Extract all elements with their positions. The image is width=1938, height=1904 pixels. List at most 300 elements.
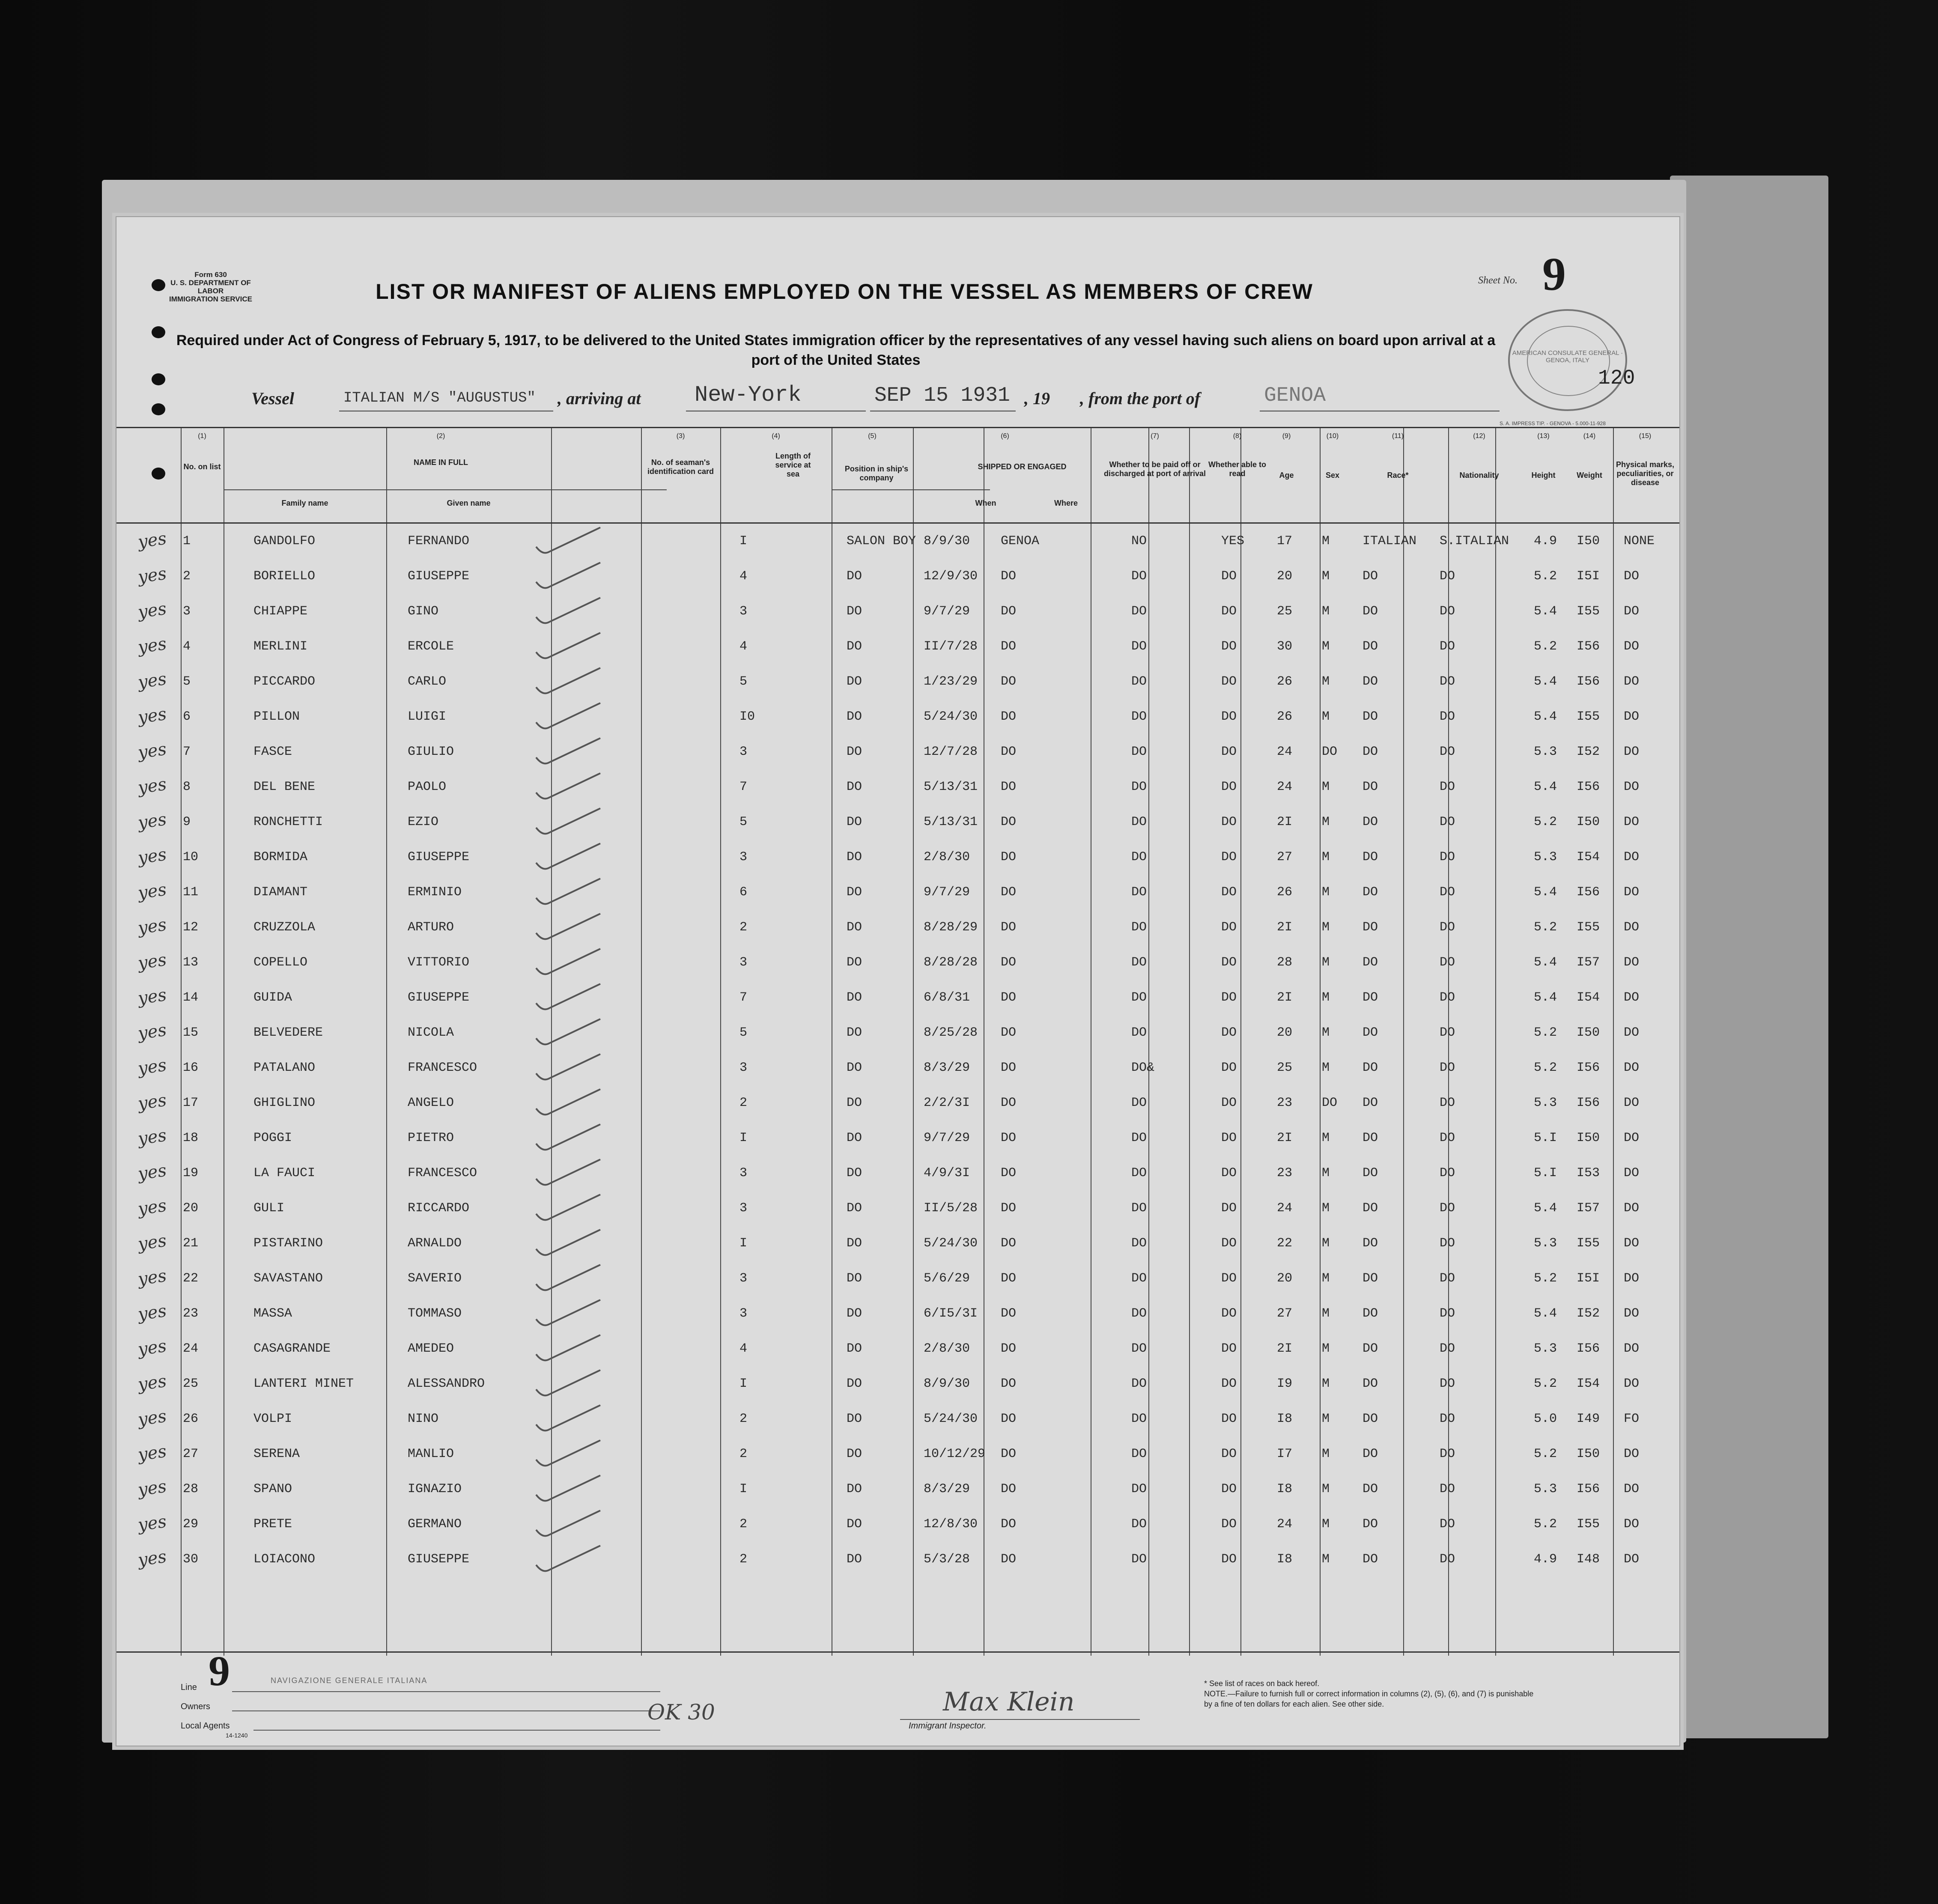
physical-marks: DO — [1624, 1306, 1640, 1321]
given-name: SAVERIO — [408, 1271, 462, 1286]
handwritten-yes: yes — [137, 1195, 168, 1219]
race: DO — [1363, 1236, 1378, 1251]
shipped-when: 8/28/29 — [924, 920, 978, 935]
shipped-when: 4/9/3I — [924, 1166, 970, 1180]
shipped-where: DO — [1001, 1131, 1017, 1145]
check-mark-icon — [532, 1263, 605, 1297]
given-name: GIUSEPPE — [408, 569, 470, 584]
row-number: 1 — [183, 534, 191, 548]
given-name: GIUSEPPE — [408, 1552, 470, 1567]
handwritten-yes: yes — [137, 704, 168, 728]
race: DO — [1363, 709, 1378, 724]
handwritten-yes: yes — [137, 669, 168, 693]
row-number: 16 — [183, 1061, 199, 1075]
given-name: TOMMASO — [408, 1306, 462, 1321]
penalty-note: NOTE.—Failure to furnish full or correct information in columns (2), (5), (6), and (7) is punishable by a fine of ten dollars for each alien. See other side. — [1204, 1689, 1534, 1708]
weight: I55 — [1577, 1236, 1600, 1251]
shipped-where: DO — [1001, 1166, 1017, 1180]
row-number: 26 — [183, 1412, 199, 1426]
height: 5.4 — [1534, 780, 1557, 794]
shipped-where: DO — [1001, 1482, 1017, 1496]
able-to-read: DO — [1221, 1061, 1237, 1075]
length-of-service: 2 — [739, 1552, 748, 1567]
race: ITALIAN — [1363, 534, 1417, 548]
year-label: , 19 — [1024, 389, 1050, 408]
height: 5.2 — [1534, 920, 1557, 935]
line-number: 9 — [209, 1647, 230, 1695]
handwritten-yes: yes — [137, 634, 168, 658]
row-number: 6 — [183, 709, 191, 724]
row-number: 13 — [183, 955, 199, 970]
given-name: IGNAZIO — [408, 1482, 462, 1496]
shipped-when: 2/8/30 — [924, 1341, 970, 1356]
table-row — [116, 912, 1679, 947]
row-number: 7 — [183, 745, 191, 759]
height: 5.2 — [1534, 1517, 1557, 1532]
nationality: DO — [1440, 639, 1455, 654]
able-to-read: DO — [1221, 674, 1237, 689]
paid-off: DO — [1131, 815, 1147, 829]
age: 27 — [1277, 850, 1293, 864]
col-num: (9) — [1282, 432, 1291, 440]
height: 5.2 — [1534, 639, 1557, 654]
race: DO — [1363, 815, 1378, 829]
race: DO — [1363, 1552, 1378, 1567]
table-row — [116, 1228, 1679, 1263]
nationality: DO — [1440, 780, 1455, 794]
height: 5.4 — [1534, 955, 1557, 970]
col-header-race: Race* — [1387, 471, 1409, 480]
handwritten-yes: yes — [137, 1301, 168, 1325]
shipped-where: DO — [1001, 709, 1017, 724]
subtitle-line-2: port of the United States — [751, 352, 921, 368]
position: DO — [847, 1096, 862, 1110]
position: DO — [847, 955, 862, 970]
table-row — [116, 806, 1679, 841]
table-row — [116, 1192, 1679, 1228]
physical-marks: NONE — [1624, 534, 1655, 548]
height: 5.3 — [1534, 1096, 1557, 1110]
height: 5.2 — [1534, 1061, 1557, 1075]
paid-off: DO — [1131, 955, 1147, 970]
shipped-when: 10/12/29 — [924, 1447, 986, 1461]
race: DO — [1363, 1025, 1378, 1040]
length-of-service: I — [739, 1377, 748, 1391]
signature-line — [900, 1719, 1140, 1720]
nationality: DO — [1440, 745, 1455, 759]
vessel-info-line — [116, 384, 1679, 418]
family-name: VOLPI — [253, 1412, 292, 1426]
height: 5.2 — [1534, 815, 1557, 829]
sex: M — [1322, 850, 1330, 864]
able-to-read: DO — [1221, 1025, 1237, 1040]
nationality: DO — [1440, 955, 1455, 970]
shipped-where: DO — [1001, 1412, 1017, 1426]
row-number: 11 — [183, 885, 199, 900]
height: 5.2 — [1534, 1271, 1557, 1286]
check-mark-icon — [532, 1438, 605, 1472]
row-number: 23 — [183, 1306, 199, 1321]
shipped-when: 12/8/30 — [924, 1517, 978, 1532]
position: DO — [847, 1412, 862, 1426]
paid-off: DO — [1131, 850, 1147, 864]
col-num: (11) — [1392, 432, 1404, 440]
family-name: SPANO — [253, 1482, 292, 1496]
shipped-when: 2/2/3I — [924, 1096, 970, 1110]
length-of-service: 7 — [739, 780, 748, 794]
able-to-read: DO — [1221, 1306, 1237, 1321]
sex: M — [1322, 1166, 1330, 1180]
nationality: DO — [1440, 920, 1455, 935]
position: DO — [847, 815, 862, 829]
row-number: 4 — [183, 639, 191, 654]
able-to-read: DO — [1221, 1166, 1237, 1180]
given-name: AMEDEO — [408, 1341, 454, 1356]
given-name: PAOLO — [408, 780, 447, 794]
printer-note: S. A. IMPRESS TIP. - GENOVA - 5.000-11-928 — [1500, 420, 1606, 426]
footer-underline — [232, 1710, 660, 1711]
handwritten-yes: yes — [137, 1266, 168, 1290]
shipped-where: DO — [1001, 1517, 1017, 1532]
family-name: FASCE — [253, 745, 292, 759]
shipped-where: DO — [1001, 1447, 1017, 1461]
given-name: FERNANDO — [408, 534, 470, 548]
underlying-page-stack — [1670, 176, 1828, 1738]
col-num: (2) — [436, 432, 445, 440]
footer-underline — [253, 1730, 660, 1731]
check-mark-icon — [532, 1228, 605, 1262]
nationality: DO — [1440, 674, 1455, 689]
table-row — [116, 1087, 1679, 1122]
handwritten-yes: yes — [137, 844, 168, 868]
able-to-read: DO — [1221, 885, 1237, 900]
physical-marks: DO — [1624, 1447, 1640, 1461]
given-name: ERMINIO — [408, 885, 462, 900]
race: DO — [1363, 1482, 1378, 1496]
table-row — [116, 1263, 1679, 1298]
nationality: DO — [1440, 850, 1455, 864]
age: 22 — [1277, 1236, 1293, 1251]
position: DO — [847, 1271, 862, 1286]
table-row — [116, 1473, 1679, 1508]
height: 5.4 — [1534, 1201, 1557, 1216]
paid-off: DO — [1131, 1131, 1147, 1145]
length-of-service: 3 — [739, 1166, 748, 1180]
race: DO — [1363, 1517, 1378, 1532]
weight: I55 — [1577, 709, 1600, 724]
handwritten-yes: yes — [137, 1020, 168, 1044]
race: DO — [1363, 1131, 1378, 1145]
length-of-service: 4 — [739, 569, 748, 584]
shipped-where: DO — [1001, 990, 1017, 1005]
age: 28 — [1277, 955, 1293, 970]
sex: M — [1322, 1341, 1330, 1356]
table-row — [116, 1508, 1679, 1543]
table-row — [116, 771, 1679, 806]
handwritten-yes: yes — [137, 1055, 168, 1079]
shipped-when: 5/13/31 — [924, 780, 978, 794]
page-title: LIST OR MANIFEST OF ALIENS EMPLOYED ON THE VESSEL AS MEMBERS OF CREW — [376, 280, 1313, 304]
weight: I56 — [1577, 1061, 1600, 1075]
shipped-where: DO — [1001, 1025, 1017, 1040]
given-name: MANLIO — [408, 1447, 454, 1461]
handwritten-yes: yes — [137, 985, 168, 1009]
given-name: GIUSEPPE — [408, 850, 470, 864]
shipped-where: DO — [1001, 1341, 1017, 1356]
family-name: CASAGRANDE — [253, 1341, 331, 1356]
race: DO — [1363, 990, 1378, 1005]
age: 25 — [1277, 604, 1293, 619]
physical-marks: DO — [1624, 990, 1640, 1005]
height: 4.9 — [1534, 534, 1557, 548]
able-to-read: DO — [1221, 1096, 1237, 1110]
sex: M — [1322, 1201, 1330, 1216]
shipped-when: 8/9/30 — [924, 1377, 970, 1391]
col-num: (4) — [772, 432, 780, 440]
sex: M — [1322, 674, 1330, 689]
physical-marks: DO — [1624, 569, 1640, 584]
given-name: EZIO — [408, 815, 439, 829]
col-header-age: Age — [1279, 471, 1294, 480]
paid-off: DO — [1131, 1377, 1147, 1391]
able-to-read: DO — [1221, 1412, 1237, 1426]
table-row — [116, 841, 1679, 876]
race: DO — [1363, 885, 1378, 900]
family-name: BORMIDA — [253, 850, 308, 864]
length-of-service: I0 — [739, 709, 755, 724]
col-header-marks: Physical marks, peculiarities, or disease — [1616, 460, 1675, 487]
nationality: DO — [1440, 1341, 1455, 1356]
arriving-label: , arriving at — [558, 389, 641, 408]
height: 5.I — [1534, 1131, 1557, 1145]
height: 5.3 — [1534, 850, 1557, 864]
weight: I52 — [1577, 745, 1600, 759]
age: 24 — [1277, 745, 1293, 759]
age: 26 — [1277, 674, 1293, 689]
race: DO — [1363, 1377, 1378, 1391]
subtitle-line-1: Required under Act of Congress of February 5, 1917, to be delivered to the United States immigration officer by the representatives of any vessel having such aliens on board upon arrival at a — [176, 332, 1496, 349]
length-of-service: I — [739, 534, 748, 548]
race: DO — [1363, 955, 1378, 970]
weight: I56 — [1577, 1096, 1600, 1110]
race: DO — [1363, 639, 1378, 654]
shipped-where: DO — [1001, 1236, 1017, 1251]
physical-marks: DO — [1624, 955, 1640, 970]
position: DO — [847, 1517, 862, 1532]
length-of-service: 6 — [739, 885, 748, 900]
able-to-read: DO — [1221, 920, 1237, 935]
physical-marks: DO — [1624, 1482, 1640, 1496]
able-to-read: DO — [1221, 1552, 1237, 1567]
row-number: 9 — [183, 815, 191, 829]
col-header-height: Height — [1531, 471, 1556, 480]
check-mark-icon — [532, 525, 605, 560]
given-name: FRANCESCO — [408, 1166, 477, 1180]
weight: I50 — [1577, 1025, 1600, 1040]
col-num: (7) — [1151, 432, 1159, 440]
family-name: SAVASTANO — [253, 1271, 323, 1286]
able-to-read: DO — [1221, 604, 1237, 619]
height: 5.4 — [1534, 674, 1557, 689]
position: DO — [847, 1306, 862, 1321]
paid-off: DO — [1131, 1482, 1147, 1496]
table-row — [116, 1368, 1679, 1403]
weight: I53 — [1577, 1166, 1600, 1180]
weight: I57 — [1577, 1201, 1600, 1216]
shipped-where: DO — [1001, 1552, 1017, 1567]
age: 2I — [1277, 920, 1293, 935]
col-header-sex: Sex — [1325, 471, 1340, 480]
handwritten-yes: yes — [137, 915, 168, 939]
check-mark-icon — [532, 1017, 605, 1051]
col-header-when: When — [975, 499, 996, 507]
handwritten-yes: yes — [137, 1546, 168, 1570]
able-to-read: DO — [1221, 639, 1237, 654]
able-to-read: DO — [1221, 569, 1237, 584]
paid-off: DO — [1131, 745, 1147, 759]
height: 5.0 — [1534, 1412, 1557, 1426]
race: DO — [1363, 1447, 1378, 1461]
col-header-position: Position in ship's company — [844, 465, 909, 482]
col-header-nationality: Nationality — [1459, 471, 1499, 480]
shipped-when: 9/7/29 — [924, 1131, 970, 1145]
family-name: LOIACONO — [253, 1552, 316, 1567]
height: 5.3 — [1534, 1341, 1557, 1356]
height: 5.3 — [1534, 745, 1557, 759]
from-port: GENOA — [1264, 384, 1326, 407]
handwritten-yes: yes — [137, 1231, 168, 1254]
length-of-service: 5 — [739, 674, 748, 689]
header-subline — [224, 489, 667, 490]
length-of-service: I — [739, 1131, 748, 1145]
race: DO — [1363, 1412, 1378, 1426]
given-name: PIETRO — [408, 1131, 454, 1145]
footer-notes — [1204, 1678, 1538, 1709]
able-to-read: DO — [1221, 709, 1237, 724]
shipped-when: 12/9/30 — [924, 569, 978, 584]
family-name: BORIELLO — [253, 569, 316, 584]
col-header-name: NAME IN FULL — [414, 458, 468, 467]
given-name: LUIGI — [408, 709, 447, 724]
department-name: U. S. DEPARTMENT OF LABOR — [170, 279, 251, 295]
sex: M — [1322, 1025, 1330, 1040]
shipped-when: 8/9/30 — [924, 534, 970, 548]
physical-marks: DO — [1624, 885, 1640, 900]
physical-marks: DO — [1624, 1341, 1640, 1356]
shipped-when: 5/13/31 — [924, 815, 978, 829]
paid-off: DO — [1131, 1447, 1147, 1461]
height: 5.4 — [1534, 990, 1557, 1005]
sex: M — [1322, 1271, 1330, 1286]
weight: I56 — [1577, 639, 1600, 654]
nationality: DO — [1440, 569, 1455, 584]
physical-marks: FO — [1624, 1412, 1640, 1426]
check-mark-icon — [532, 631, 605, 665]
able-to-read: DO — [1221, 1236, 1237, 1251]
nationality: DO — [1440, 1166, 1455, 1180]
stamp-number: 120 — [1598, 367, 1635, 390]
weight: I55 — [1577, 920, 1600, 935]
paid-off: DO& — [1131, 1061, 1155, 1075]
col-header-shipped: SHIPPED OR ENGAGED — [978, 462, 1067, 471]
col-header-card: No. of seaman's identification card — [647, 458, 714, 476]
row-number: 3 — [183, 604, 191, 619]
race: DO — [1363, 1096, 1378, 1110]
shipped-when: 5/3/28 — [924, 1552, 970, 1567]
able-to-read: DO — [1221, 780, 1237, 794]
paid-off: DO — [1131, 1096, 1147, 1110]
nationality: S.ITALIAN — [1440, 534, 1509, 548]
col-header-service: Length of service at sea — [775, 452, 811, 478]
row-number: 8 — [183, 780, 191, 794]
paid-off: DO — [1131, 990, 1147, 1005]
line-label: Line — [181, 1683, 197, 1692]
handwritten-yes: yes — [137, 1336, 168, 1360]
physical-marks: DO — [1624, 604, 1640, 619]
given-name: GERMANO — [408, 1517, 462, 1532]
weight: I50 — [1577, 534, 1600, 548]
able-to-read: DO — [1221, 1131, 1237, 1145]
handwritten-yes: yes — [137, 1441, 168, 1465]
race: DO — [1363, 780, 1378, 794]
weight: I56 — [1577, 674, 1600, 689]
sex: DO — [1322, 745, 1338, 759]
paid-off: DO — [1131, 1552, 1147, 1567]
shipped-when: 6/8/31 — [924, 990, 970, 1005]
manifest-sheet — [116, 216, 1680, 1746]
row-number: 14 — [183, 990, 199, 1005]
handwritten-yes: yes — [137, 563, 168, 587]
col-num: (10) — [1326, 432, 1339, 440]
col-header-no: No. on list — [183, 462, 221, 471]
row-number: 5 — [183, 674, 191, 689]
age: 20 — [1277, 569, 1293, 584]
shipped-when: 12/7/28 — [924, 745, 978, 759]
nationality: DO — [1440, 1236, 1455, 1251]
seal-text: AMERICAN CONSULATE GENERAL · GENOA, ITALY — [1512, 349, 1623, 364]
shipped-when: 8/3/29 — [924, 1482, 970, 1496]
local-agents-label: Local Agents — [181, 1721, 230, 1731]
arriving-port: New-York — [695, 382, 802, 408]
length-of-service: I — [739, 1482, 748, 1496]
weight: I54 — [1577, 1377, 1600, 1391]
inspector-label: Immigrant Inspector. — [909, 1721, 987, 1731]
check-mark-icon — [532, 912, 605, 946]
physical-marks: DO — [1624, 850, 1640, 864]
position: DO — [847, 709, 862, 724]
height: 5.4 — [1534, 885, 1557, 900]
age: 26 — [1277, 709, 1293, 724]
physical-marks: DO — [1624, 780, 1640, 794]
col-header-weight: Weight — [1577, 471, 1602, 480]
length-of-service: 5 — [739, 815, 748, 829]
sex: M — [1322, 1306, 1330, 1321]
sex: M — [1322, 1447, 1330, 1461]
nationality: DO — [1440, 1482, 1455, 1496]
age: 2I — [1277, 1341, 1293, 1356]
position: DO — [847, 639, 862, 654]
physical-marks: DO — [1624, 1552, 1640, 1567]
race: DO — [1363, 920, 1378, 935]
table-row — [116, 666, 1679, 701]
paid-off: DO — [1131, 709, 1147, 724]
sex: M — [1322, 815, 1330, 829]
physical-marks: DO — [1624, 1377, 1640, 1391]
nationality: DO — [1440, 1517, 1455, 1532]
height: 5.2 — [1534, 1447, 1557, 1461]
col-num: (1) — [198, 432, 206, 440]
able-to-read: DO — [1221, 1341, 1237, 1356]
